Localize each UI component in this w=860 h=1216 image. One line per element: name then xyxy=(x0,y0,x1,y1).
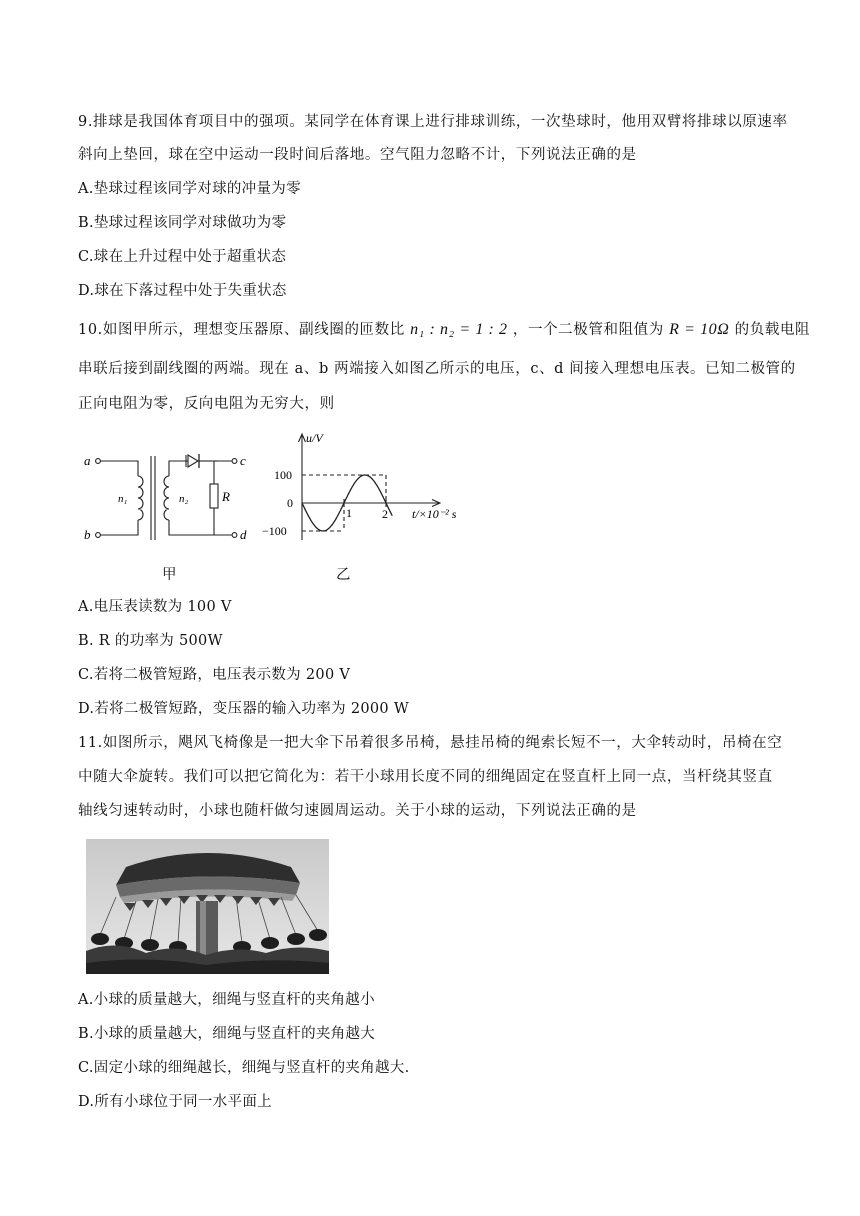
q10-stem-part-3: 的负载电阻 xyxy=(734,322,811,338)
q9-option-d: D.球在下落过程中处于失重状态 xyxy=(78,283,287,299)
q9-stem-line-1: 9.排球是我国体育项目中的强项。某同学在体育课上进行排球训练，一次垫球时，他用双臂将排球以原速率 xyxy=(78,114,788,130)
q11-option-b: B.小球的质量越大，细绳与竖直杆的夹角越大 xyxy=(78,1026,376,1042)
x-axis-label: t/×10⁻² s xyxy=(412,507,457,521)
q11-option-d: D.所有小球位于同一水平面上 xyxy=(78,1094,272,1110)
diode-icon xyxy=(188,455,198,467)
q10-option-b: B. R 的功率为 500W xyxy=(78,633,223,649)
voltage-graph xyxy=(260,428,510,550)
q10-stem-line-2: 串联后接到副线圈的两端。现在 a、b 两端接入如图乙所示的电压，c、d 间接入理想电压表。已知二极管的 xyxy=(78,361,796,377)
primary-turns-label: n₁ xyxy=(118,493,128,505)
x-tick-1: 1 xyxy=(346,506,352,520)
resistance-value: R = 10Ω xyxy=(669,321,730,338)
q10-stem-part-2: ，一个二极管和阻值为 xyxy=(512,322,664,338)
q10-option-d: D.若将二极管短路，变压器的输入功率为 2000 W xyxy=(78,701,410,717)
terminal-c-label: c xyxy=(240,453,246,468)
resistor-label: R xyxy=(222,489,230,504)
q10-stem-line-3: 正向电阻为零，反向电阻为无穷大，则 xyxy=(78,396,335,412)
q11-option-a: A.小球的质量越大，细绳与竖直杆的夹角越小 xyxy=(78,992,375,1008)
q11-option-c: C.固定小球的细绳越长，细绳与竖直杆的夹角越大. xyxy=(78,1060,410,1076)
x-tick-2: 2 xyxy=(382,507,388,521)
q10-option-c: C.若将二极管短路，电压表示数为 200 V xyxy=(78,667,351,683)
y-axis-label: u/V xyxy=(306,431,323,445)
secondary-turns-label: n₂ xyxy=(179,493,189,505)
q9-stem-line-2: 斜向上垫回，球在空中运动一段时间后落地。空气阻力忽略不计，下列说法正确的是 xyxy=(78,147,637,163)
q10-stem-line-1 xyxy=(78,320,811,340)
y-tick-100: 100 xyxy=(274,468,292,482)
swing-ride-photo xyxy=(86,839,329,974)
q9-option-a: A.垫球过程该同学对球的冲量为零 xyxy=(78,181,301,197)
q11-stem-line-2: 中随大伞旋转。我们可以把它简化为：若干小球用长度不同的细绳固定在竖直杆上同一点，当杆绕其竖直 xyxy=(78,769,773,785)
figure-yi-caption: 乙 xyxy=(336,567,351,583)
q10-option-a: A.电压表读数为 100 V xyxy=(78,599,232,615)
q9-option-c: C.球在上升过程中处于超重状态 xyxy=(78,249,287,265)
q11-stem-line-3: 轴线匀速转动时，小球也随杆做匀速圆周运动。关于小球的运动，下列说法正确的是 xyxy=(78,803,637,819)
y-tick-0: 0 xyxy=(287,496,293,510)
q11-stem-line-1: 11.如图所示，飓风飞椅像是一把大伞下吊着很多吊椅，悬挂吊椅的绳索长短不一，大伞转动时，吊椅在空 xyxy=(78,735,783,751)
terminal-b-label: b xyxy=(84,527,91,542)
q10-stem-part-1: 10.如图甲所示，理想变压器原、副线圈的匝数比 xyxy=(78,322,405,338)
figure-jia-caption: 甲 xyxy=(162,567,177,583)
y-tick-neg100: −100 xyxy=(262,524,287,538)
turns-ratio: n₁ : n₂ = 1 : 2 xyxy=(410,321,508,338)
circuit-diagram xyxy=(82,444,252,552)
terminal-a-label: a xyxy=(84,453,91,468)
terminal-d-label: d xyxy=(240,527,247,542)
q9-option-b: B.垫球过程该同学对球做功为零 xyxy=(78,215,287,231)
